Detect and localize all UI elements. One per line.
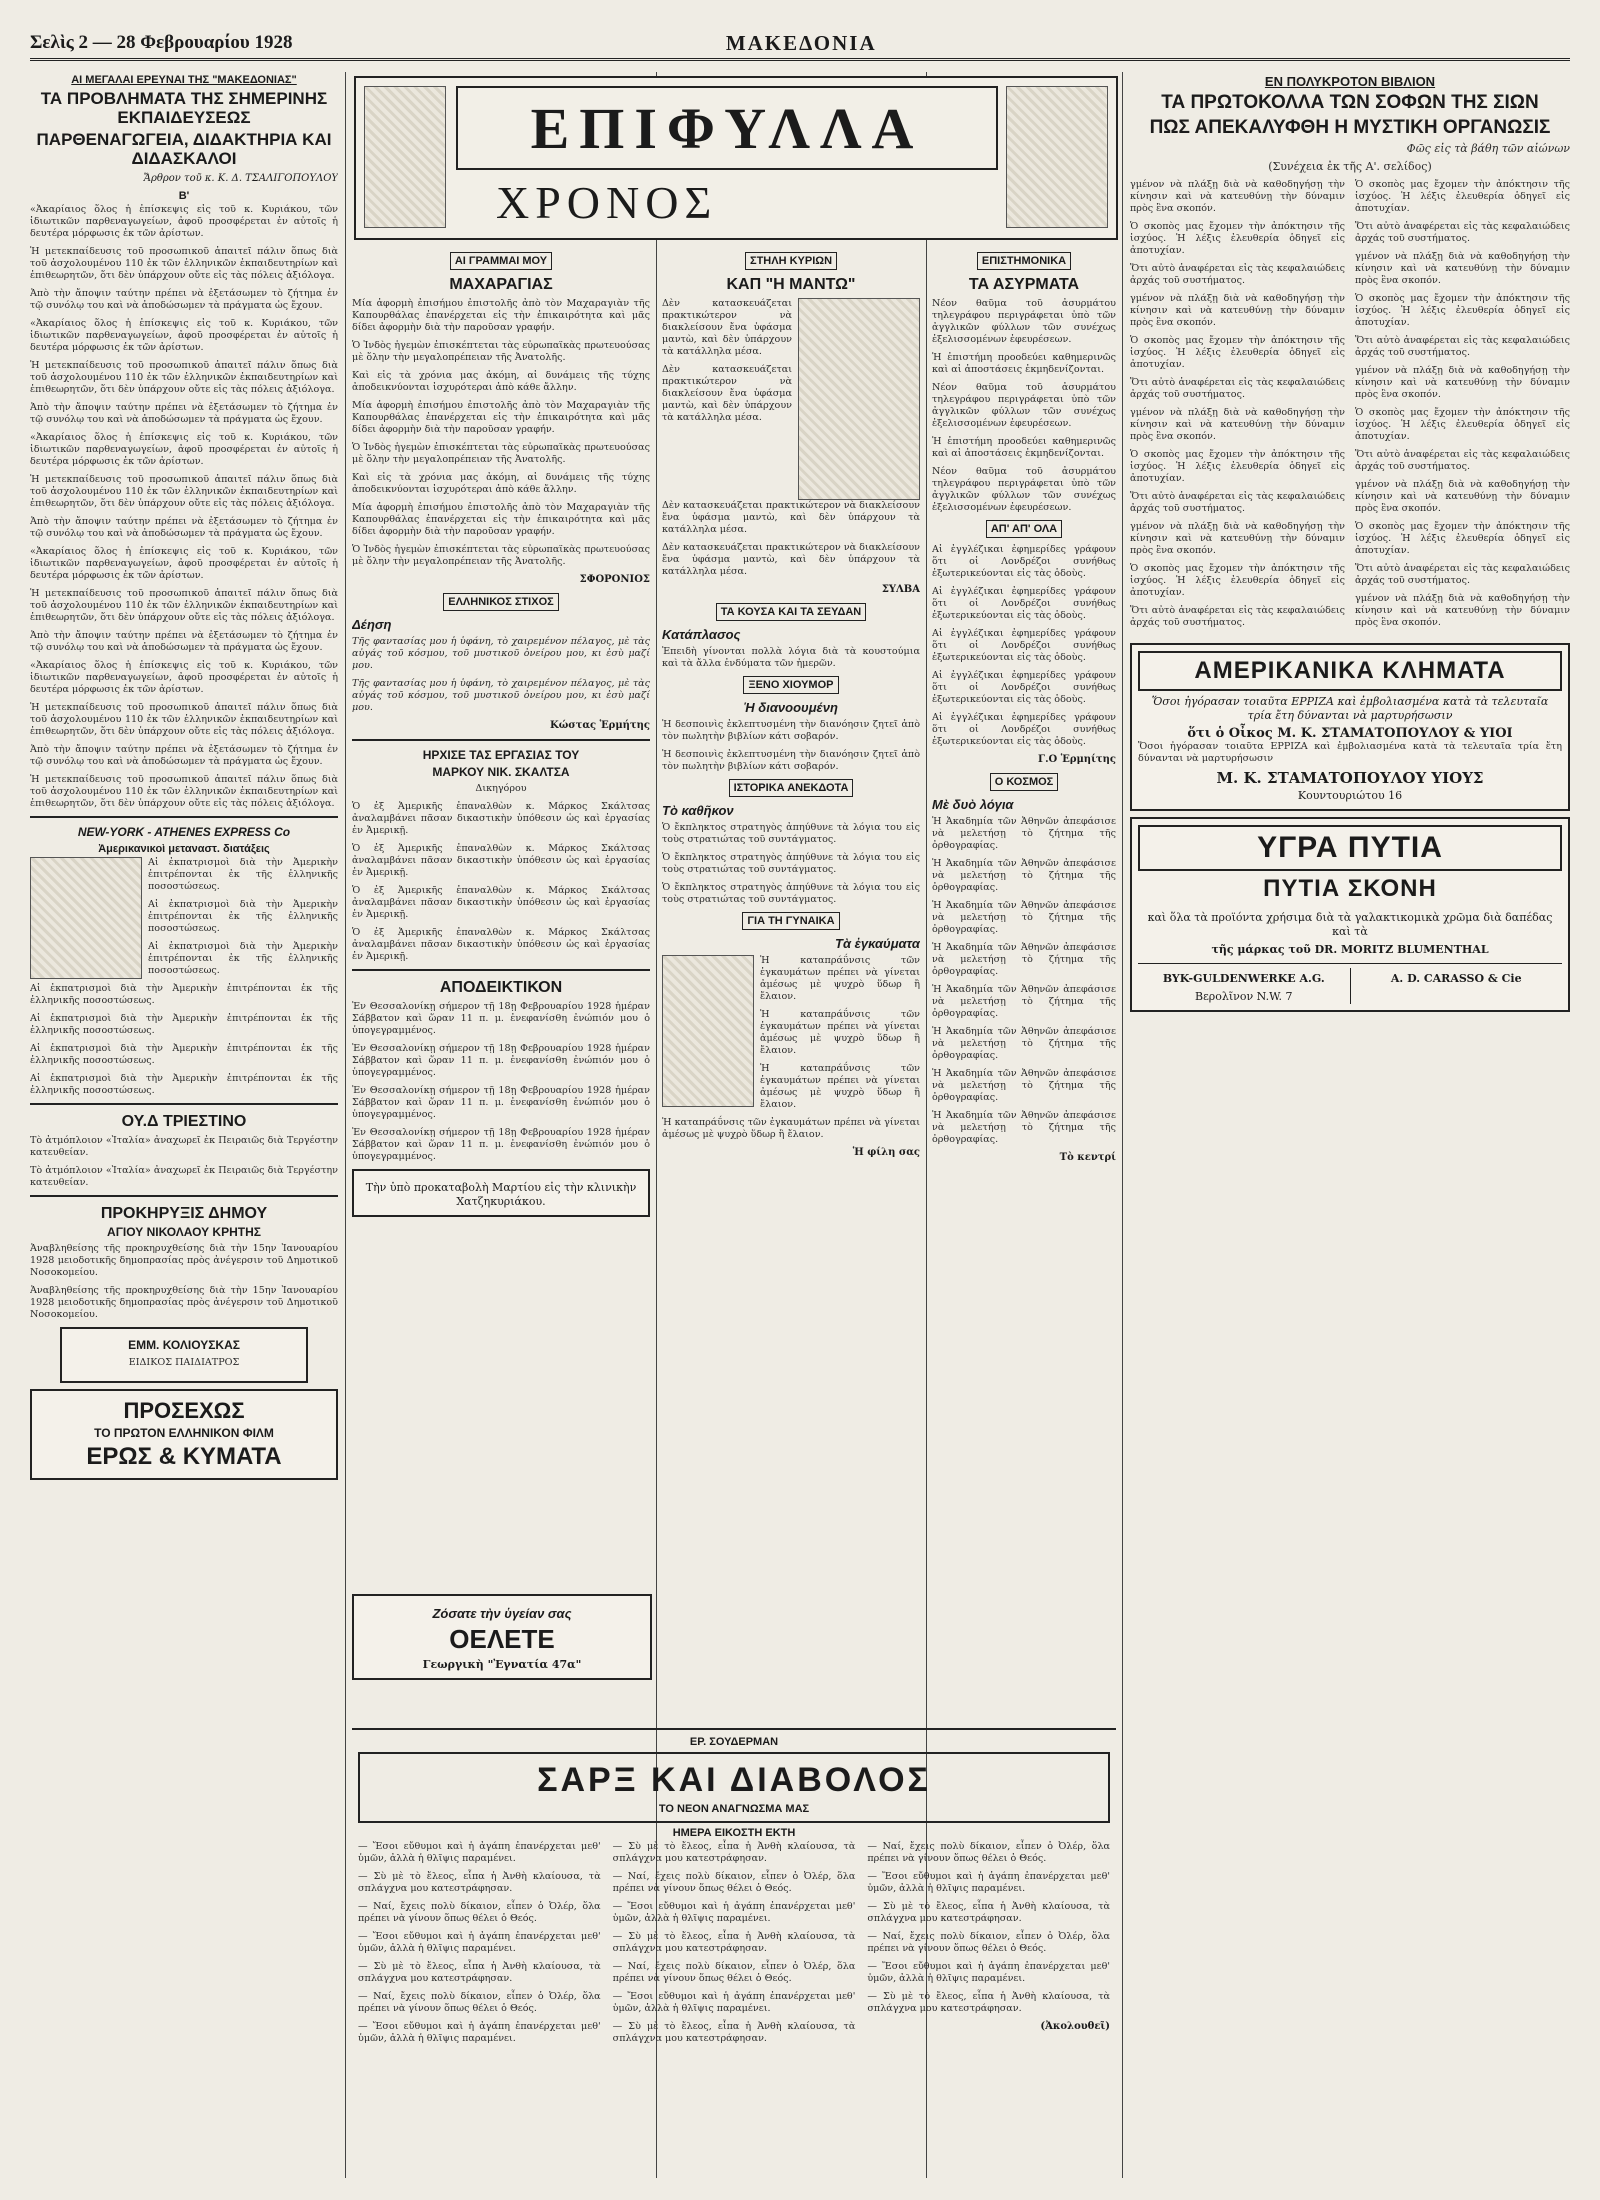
paragraph: Καὶ εἰς τὰ χρόνια μας ἀκόμη, αἱ δυνάμεις τῆς τύχης ἀποδεικνύονται ἰσχυρότεραι ἀπὸ κάθε ἄλλην. bbox=[352, 369, 650, 393]
paragraph: Τὸ ἀτμόπλοιον «Ἰταλία» ἀναχωρεῖ ἐκ Πειραιῶς διὰ Τεργέστην κατευθείαν. bbox=[30, 1134, 338, 1158]
section-label: ΞΕΝΟ ΧΙΟΥΜΟΡ bbox=[743, 676, 838, 694]
paragraph: Ἡ Ἀκαδημία τῶν Ἀθηνῶν ἀπεφάσισε νὰ μελετήσῃ τὸ ζήτημα τῆς ὀρθογραφίας. bbox=[932, 815, 1116, 851]
paragraph: Ὅτι αὐτὸ ἀναφέρεται εἰς τὰς κεφαλαιώδεις ἀρχάς τοῦ συστήματος. bbox=[1130, 490, 1345, 514]
paragraph: γμένον νὰ πλάξῃ διὰ νὰ καθοδηγήσῃ τὴν κίνησιν καὶ νὰ κατευθύνῃ τὴν δύναμιν πρὸς ἓνα σκοπόν. bbox=[1130, 178, 1345, 214]
article-subheadline: ΠΩΣ ΑΠΕΚΑΛΥΦΘΗ Η ΜΥΣΤΙΚΗ ΟΡΓΑΝΩΣΙΣ bbox=[1149, 116, 1551, 138]
paint-ad-title2: ΠΥΤΙΑ ΣΚΟΝΗ bbox=[1263, 874, 1437, 902]
paragraph: «Ἀκαρίαιος ὅλος ἡ ἐπίσκεψις εἰς τοῦ κ. Κυριάκου, τῶν ἰδιωτικῶν παρθεναγωγείων, ἀφοῦ προσφέρεται ἐν αὐτοῖς ἡ δευτέρα μόρφωσις ἐκ τῶν ἀρίστων. bbox=[30, 431, 338, 467]
paragraph: Νέον θαῦμα τοῦ ἀσυρμάτου τηλεγράφου περιγράφεται ὑπὸ τῶν ἀγγλικῶν φύλλων τῶν συνέχως ἐξελισσομένων ἐφευρέσεων. bbox=[932, 297, 1116, 345]
woman-illustration bbox=[662, 955, 754, 1107]
paragraph: «Ἀκαρίαιος ὅλος ἡ ἐπίσκεψις εἰς τοῦ κ. Κυριάκου, τῶν ἰδιωτικῶν παρθεναγωγείων, ἀφοῦ προσφέρεται ἐν αὐτοῖς ἡ δευτέρα μόρφωσις ἐκ τῶν ἀρίστων. bbox=[30, 545, 338, 581]
paragraph: Ἡ μετεκπαίδευσις τοῦ προσωπικοῦ ἀπαιτεῖ πάλιν ὅπως διὰ τοῦ ἀσχολουμένου 110 ἐκ τῶν ἑλληνικῶν ἐκπαιδευτηρίων καὶ ἐπιθεωρητῶν, ὅτι δὲν ὑπάρχουν οὔτε εἰς τὰς πόλεις ἀξιόλογα. bbox=[30, 473, 338, 509]
poem-signature: Κώστας Ἑρμήτης bbox=[550, 719, 650, 731]
paragraph: Ἡ μετεκπαίδευσις τοῦ προσωπικοῦ ἀπαιτεῖ πάλιν ὅπως διὰ τοῦ ἀσχολουμένου 110 ἐκ τῶν ἑλληνικῶν ἐκπαιδευτηρίων καὶ ἐπιθεωρητῶν, ὅτι δὲν ὑπάρχουν οὔτε εἰς τὰς πόλεις ἀξιόλογα. bbox=[30, 701, 338, 737]
paragraph: γμένον νὰ πλάξῃ διὰ νὰ καθοδηγήσῃ τὴν κίνησιν καὶ νὰ κατευθύνῃ τὴν δύναμιν πρὸς ἓνα σκοπόν. bbox=[1355, 364, 1570, 400]
paragraph: Ὁ ἐξ Ἀμερικῆς ἐπαναλθὼν κ. Μάρκος Σκάλτσας ἀναλαμβάνει πᾶσαν δικαστικὴν ὑπόθεσιν ὡς καὶ ἐργασίας ἐν Ἀμερικῇ. bbox=[352, 884, 650, 920]
section-label: ΣΤΗΛΗ ΚΥΡΙΩΝ bbox=[745, 252, 837, 270]
epifyllis-banner bbox=[354, 76, 1118, 240]
paragraph: Μία ἀφορμὴ ἐπισήμου ἐπιστολῆς ἀπὸ τὸν Μαχαραγιὰν τῆς Καπουρθάλας ἐπανέρχεται εἰς τὴν ἐπικαιρότητα καὶ μᾶς δίδει ἀφορμὴν διὰ τὴν παροῦσαν γραφήν. bbox=[352, 297, 650, 333]
article-subheadline: ΠΑΡΘΕΝΑΓΩΓΕΙΑ, ΔΙΔΑΚΤΗΡΙΑ ΚΑΙ ΔΙΔΑΣΚΑΛΟΙ bbox=[36, 130, 332, 169]
vine-ad-text: Ὅσοι ἠγόρασαν τοιαῦτα ΕΡΡΙΖΑ καὶ ἐμβολιασμένα κατὰ τὰ τελευταῖα τρία ἔτη δύνανται νὰ μαρτυρήσωσιν bbox=[1151, 694, 1549, 722]
clinic-ad-text: Τὴν ὑπὸ προκαταβολὴ Μαρτίου εἰς τὴν κλινικὴν Χατζηκυριάκου. bbox=[365, 1180, 637, 1208]
paragraph: Αἱ ἐγγλέζικαι ἐφημερίδες γράφουν ὅτι οἱ Λονδρέζοι συνήθως ἐξωτερικεύονται εἰς τὰς ὁδοὺς. bbox=[932, 585, 1116, 621]
municipal-notice bbox=[30, 1195, 338, 1322]
paragraph: Τὸ ἀτμόπλοιον «Ἰταλία» ἀναχωρεῖ ἐκ Πειραιῶς διὰ Τεργέστην κατευθείαν. bbox=[30, 1164, 338, 1188]
paragraph: Ὁ Ἰνδὸς ἡγεμὼν ἐπισκέπτεται τὰς εὐρωπαϊκὰς πρωτευούσας μὲ ὅλην τὴν μεγαλοπρέπειαν τῆς Ἀνατολῆς. bbox=[352, 339, 650, 363]
ship-illustration bbox=[30, 857, 142, 979]
paragraph: γμένον νὰ πλάξῃ διὰ νὰ καθοδηγήσῃ τὴν κίνησιν καὶ νὰ κατευθύνῃ τὴν δύναμιν πρὸς ἓνα σκοπόν. bbox=[1355, 478, 1570, 514]
vine-ad bbox=[1130, 643, 1570, 811]
paragraph: Ἡ μετεκπαίδευσις τοῦ προσωπικοῦ ἀπαιτεῖ πάλιν ὅπως διὰ τοῦ ἀσχολουμένου 110 ἐκ τῶν ἑλληνικῶν ἐκπαιδευτηρίων καὶ ἐπιθεωρητῶν, ὅτι δὲν ὑπάρχουν οὔτε εἰς τὰς πόλεις ἀξιόλογα. bbox=[30, 773, 338, 809]
paragraph: Ἡ μετεκπαίδευσις τοῦ προσωπικοῦ ἀπαιτεῖ πάλιν ὅπως διὰ τοῦ ἀσχολουμένου 110 ἐκ τῶν ἑλληνικῶν ἐκπαιδευτηρίων καὶ ἐπιθεωρητῶν, ὅτι δὲν ὑπάρχουν οὔτε εἰς τὰς πόλεις ἀξιόλογα. bbox=[30, 245, 338, 281]
receipt-notice bbox=[352, 969, 650, 1163]
paragraph: Ἀπὸ τὴν ἄποψιν ταύτην πρέπει νὰ ἐξετάσωμεν τὸ ζήτημα ἐν τῷ συνόλῳ του καὶ νὰ ἀποδώσωμεν τὰ πράγματα ὡς ἔχουν. bbox=[30, 287, 338, 311]
paragraph: Ὁ σκοπὸς μας ἔχομεν τὴν ἀπόκτησιν τῆς ἰσχύος. Ἡ λέξις ἐλευθερία ὁδηγεῖ εἰς ἀποτυχίαν. bbox=[1355, 406, 1570, 442]
paragraph: Νέον θαῦμα τοῦ ἀσυρμάτου τηλεγράφου περιγράφεται ὑπὸ τῶν ἀγγλικῶν φύλλων τῶν συνέχως ἐξελισσομένων ἐφευρέσεων. bbox=[932, 381, 1116, 429]
paragraph: — Σὺ μὲ τὸ ἔλεος, εἶπα ἡ Ἀνθὴ κλαίουσα, τὰ σπλάγχνα μου κατεστράφησαν. bbox=[612, 2021, 856, 2045]
paragraph: Αἱ ἐγγλέζικαι ἐφημερίδες γράφουν ὅτι οἱ Λονδρέζοι συνήθως ἐξωτερικεύονται εἰς τὰς ὁδοὺς. bbox=[932, 543, 1116, 579]
article-title: Τὰ ἐγκαύματα bbox=[835, 935, 920, 951]
paragraph: — Ναί, ἔχεις πολὺ δίκαιον, εἶπεν ὁ Ὀλέρ, ὅλα πρέπει νὰ γίνουν ὅπως θέλει ὁ Θεός. bbox=[612, 1871, 856, 1895]
column-science bbox=[932, 246, 1116, 1576]
paragraph: Ὅσοι ἠγόρασαν τοιαῦτα ΕΡΡΙΖΑ καὶ ἐμβολιασμένα κατὰ τὰ τελευταῖα τρία ἔτη δύνανται νὰ μαρτυρήσωσιν bbox=[1138, 740, 1562, 764]
article-headline: ΤΑ ΠΡΟΒΛΗΜΑΤΑ ΤΗΣ ΣΗΜΕΡΙΝΗΣ ΕΚΠΑΙΔΕΥΣΕΩΣ bbox=[40, 89, 328, 127]
series-label: ΑΙ ΜΕΓΑΛΑΙ ΕΡΕΥΝΑΙ ΤΗΣ "ΜΑΚΕΔΟΝΙΑΣ" bbox=[71, 74, 297, 86]
paragraph: Ὁ Ἰνδὸς ἡγεμὼν ἐπισκέπτεται τὰς εὐρωπαϊκὰς πρωτευούσας μὲ ὅλην τὴν μεγαλοπρέπειαν τῆς Ἀνατολῆς. bbox=[352, 441, 650, 465]
paragraph: Ὅτι αὐτὸ ἀναφέρεται εἰς τὰς κεφαλαιώδεις ἀρχάς τοῦ συστήματος. bbox=[1355, 562, 1570, 586]
serial-title-box bbox=[358, 1752, 1110, 1823]
paragraph: — Ναί, ἔχεις πολὺ δίκαιον, εἶπεν ὁ Ὀλέρ, ὅλα πρέπει νὰ γίνουν ὅπως θέλει ὁ Θεός. bbox=[867, 1931, 1111, 1955]
continuation-note: (Συνέχεια ἐκ τῆς Α'. σελίδος) bbox=[1268, 159, 1432, 173]
paragraph: Ἡ Ἀκαδημία τῶν Ἀθηνῶν ἀπεφάσισε νὰ μελετήσῃ τὸ ζήτημα τῆς ὀρθογραφίας. bbox=[932, 899, 1116, 935]
section-label: Ο ΚΟΣΜΟΣ bbox=[990, 773, 1059, 791]
section-label: ΑΠ' ΑΠ' ΟΛΑ bbox=[986, 520, 1062, 538]
paragraph: — Σὺ μὲ τὸ ἔλεος, εἶπα ἡ Ἀνθὴ κλαίουσα, τὰ σπλάγχνα μου κατεστράφησαν. bbox=[612, 1931, 856, 1955]
paragraph: Ὁ σκοπὸς μας ἔχομεν τὴν ἀπόκτησιν τῆς ἰσχύος. Ἡ λέξις ἐλευθερία ὁδηγεῖ εἰς ἀποτυχίαν. bbox=[1355, 520, 1570, 556]
paragraph: — Ἔσοι εὔθυμοι καὶ ἡ ἀγάπη ἐπανέρχεται μεθ' ὑμῶν, ἀλλὰ ἡ θλῖψις παραμένει. bbox=[612, 1901, 856, 1925]
newspaper-page bbox=[30, 28, 1570, 2178]
paragraph: Ἡ καταπράΰνσις τῶν ἐγκαυμάτων πρέπει νὰ γίνεται ἀμέσως μὲ ψυχρὸ ὕδωρ ἢ ἔλαιον. bbox=[760, 1062, 920, 1110]
paint-ad bbox=[1130, 817, 1570, 1012]
paragraph: Ὁ ἔκπληκτος στρατηγὸς ἀπηύθυνε τὰ λόγια του εἰς τοὺς στρατιώτας τοῦ συντάγματος. bbox=[662, 821, 920, 845]
section-label: ΕΛΛΗΝΙΚΟΣ ΣΤΙΧΟΣ bbox=[443, 593, 558, 611]
paint-ad-brand: τῆς μάρκας τοῦ DR. MORITZ BLUMENTHAL bbox=[1211, 942, 1489, 956]
article-byline: Ἄρθρον τοῦ κ. Κ. Δ. ΤΣΑΛΙΓΟΠΟΥΛΟΥ bbox=[143, 172, 338, 184]
paragraph: Μία ἀφορμὴ ἐπισήμου ἐπιστολῆς ἀπὸ τὸν Μαχαραγιὰν τῆς Καπουρθάλας ἐπανέρχεται εἰς τὴν ἐπικαιρότητα καὶ μᾶς δίδει ἀφορμὴν διὰ τὴν παροῦσαν γραφήν. bbox=[352, 501, 650, 537]
paragraph: Αἱ ἐκπατρισμοὶ διὰ τὴν Ἀμερικὴν ἐπιτρέπονται ἐκ τῆς ἐλληνικῆς ποσοστώσεως. bbox=[30, 1072, 338, 1096]
paragraph: Δὲν κατασκευάζεται πρακτικώτερον νὰ διακλείσουν ἔνα ὑφάσμα μαντὼ, καὶ δὲν ὑπάρχουν τὰ κατάλληλα μέσα. bbox=[662, 541, 920, 577]
paragraph: Ἡ δεσποινὶς ἐκλεπτυσμένη τὴν διανόησιν ζητεῖ ἀπὸ τὸν πωλητὴν βιβλίων κάτι σοβαρόν. bbox=[662, 748, 920, 772]
lawyer-title: Δικηγόρου bbox=[475, 782, 527, 794]
paragraph: — Ἔσοι εὔθυμοι καὶ ἡ ἀγάπη ἐπανέρχεται μεθ' ὑμῶν, ἀλλὰ ἡ θλῖψις παραμένει. bbox=[358, 2021, 601, 2045]
section-label: ΙΣΤΟΡΙΚΑ ΑΝΕΚΔΟΤΑ bbox=[729, 779, 854, 797]
lawyer-ad-heading: ΗΡΧΙΣΕ ΤΑΣ ΕΡΓΑΣΙΑΣ ΤΟΥ bbox=[422, 747, 580, 762]
column-rule bbox=[345, 72, 346, 2178]
paragraph: Ἀπὸ τὴν ἄποψιν ταύτην πρέπει νὰ ἐξετάσωμεν τὸ ζήτημα ἐν τῷ συνόλῳ του καὶ νὰ ἀποδώσωμεν τὰ πράγματα ὡς ἔχουν. bbox=[30, 629, 338, 653]
article-title: Κατάπλασος bbox=[662, 626, 741, 642]
column-rule bbox=[1122, 72, 1123, 2178]
paragraph: Αἱ ἐκπατρισμοὶ διὰ τὴν Ἀμερικὴν ἐπιτρέπονται ἐκ τῆς ἐλληνικῆς ποσοστώσεως. bbox=[30, 982, 338, 1006]
paragraph: γμένον νὰ πλάξῃ διὰ νὰ καθοδηγήσῃ τὴν κίνησιν καὶ νὰ κατευθύνῃ τὴν δύναμιν πρὸς ἓνα σκοπόν. bbox=[1355, 592, 1570, 628]
paragraph: γμένον νὰ πλάξῃ διὰ νὰ καθοδηγήσῃ τὴν κίνησιν καὶ νὰ κατευθύνῃ τὴν δύναμιν πρὸς ἓνα σκοπόν. bbox=[1355, 250, 1570, 286]
article-title: Τὸ καθῆκον bbox=[662, 802, 734, 818]
paragraph: Ἡ ἐπιστήμη προοδεύει καθημερινῶς καὶ αἱ ἀποστάσεις ἐκμηδενίζονται. bbox=[932, 351, 1116, 375]
paragraph: Δὲν κατασκευάζεται πρακτικώτερον νὰ διακλείσουν ἔνα ὑφάσμα μαντὼ, καὶ δὲν ὑπάρχουν τὰ κατάλληλα μέσα. bbox=[662, 499, 920, 535]
paragraph: Δὲν κατασκευάζεται πρακτικώτερον νὰ διακλείσουν ἔνα ὑφάσμα μαντὼ, καὶ δὲν ὑπάρχουν τὰ κατάλληλα μέσα. bbox=[662, 363, 792, 423]
paragraph: Νέον θαῦμα τοῦ ἀσυρμάτου τηλεγράφου περιγράφεται ὑπὸ τῶν ἀγγλικῶν φύλλων τῶν συνέχως ἐξελισσομένων ἐφευρέσεων. bbox=[932, 465, 1116, 513]
paragraph: Ἀπὸ τὴν ἄποψιν ταύτην πρέπει νὰ ἐξετάσωμεν τὸ ζήτημα ἐν τῷ συνόλῳ του καὶ νὰ ἀποδώσωμεν τὰ πράγματα ὡς ἔχουν. bbox=[30, 515, 338, 539]
paragraph: — Ναί, ἔχεις πολὺ δίκαιον, εἶπεν ὁ Ὀλέρ, ὅλα πρέπει νὰ γίνουν ὅπως θέλει ὁ Θεός. bbox=[867, 1841, 1111, 1865]
film-ad-heading: ΠΡΟΣΕΧΩΣ bbox=[123, 1397, 245, 1423]
section-label: ΕΝ ΠΟΛΥΚΡΟΤΟΝ ΒΙΒΛΙΟΝ bbox=[1264, 74, 1436, 89]
paragraph: Ἀπὸ τὴν ἄποψιν ταύτην πρέπει νὰ ἐξετάσωμεν τὸ ζήτημα ἐν τῷ συνόλῳ του καὶ νὰ ἀποδώσωμεν τὰ πράγματα ὡς ἔχουν. bbox=[30, 401, 338, 425]
paragraph: Ἡ Ἀκαδημία τῶν Ἀθηνῶν ἀπεφάσισε νὰ μελετήσῃ τὸ ζήτημα τῆς ὀρθογραφίας. bbox=[932, 1109, 1116, 1145]
paragraph: — Σὺ μὲ τὸ ἔλεος, εἶπα ἡ Ἀνθὴ κλαίουσα, τὰ σπλάγχνα μου κατεστράφησαν. bbox=[612, 1841, 856, 1865]
paragraph: — Ναί, ἔχεις πολὺ δίκαιον, εἶπεν ὁ Ὀλέρ, ὅλα πρέπει νὰ γίνουν ὅπως θέλει ὁ Θεός. bbox=[612, 1961, 856, 1985]
column-ladies bbox=[662, 246, 920, 1576]
paragraph: — Ναί, ἔχεις πολὺ δίκαιον, εἶπεν ὁ Ὀλέρ, ὅλα πρέπει νὰ γίνουν ὅπως θέλει ὁ Θεός. bbox=[358, 1991, 601, 2015]
page-date: Σελὶς 2 — 28 Φεβρουαρίου 1928 bbox=[30, 32, 293, 53]
paragraph: Ὅτι αὐτὸ ἀναφέρεται εἰς τὰς κεφαλαιώδεις ἀρχάς τοῦ συστήματος. bbox=[1130, 376, 1345, 400]
paragraph: Ὁ Ἰνδὸς ἡγεμὼν ἐπισκέπτεται τὰς εὐρωπαϊκὰς πρωτευούσας μὲ ὅλην τὴν μεγαλοπρέπειαν τῆς Ἀνατολῆς. bbox=[352, 543, 650, 567]
serial-title: ΣΑΡΞ ΚΑΙ ΔΙΑΒΟΛΟΣ bbox=[537, 1761, 931, 1799]
paragraph: Ἡ ἐπιστήμη προοδεύει καθημερινῶς καὶ αἱ ἀποστάσεις ἐκμηδενίζονται. bbox=[932, 435, 1116, 459]
paragraph: — Ἔσοι εὔθυμοι καὶ ἡ ἀγάπη ἐπανέρχεται μεθ' ὑμῶν, ἀλλὰ ἡ θλῖψις παραμένει. bbox=[358, 1931, 601, 1955]
paragraph: Ἡ καταπράΰνσις τῶν ἐγκαυμάτων πρέπει νὰ γίνεται ἀμέσως μὲ ψυχρὸ ὕδωρ ἢ ἔλαιον. bbox=[662, 1116, 920, 1140]
paragraph: «Ἀκαρίαιος ὅλος ἡ ἐπίσκεψις εἰς τοῦ κ. Κυριάκου, τῶν ἰδιωτικῶν παρθεναγωγείων, ἀφοῦ προσφέρεται ἐν αὐτοῖς ἡ δευτέρα μόρφωσις ἐκ τῶν ἀρίστων. bbox=[30, 203, 338, 239]
paragraph: Ἡ Ἀκαδημία τῶν Ἀθηνῶν ἀπεφάσισε νὰ μελετήσῃ τὸ ζήτημα τῆς ὀρθογραφίας. bbox=[932, 1025, 1116, 1061]
paint-ad-title: ΥΓΡΑ ΠΥΤΙΑ bbox=[1138, 825, 1562, 871]
paragraph: — Ἔσοι εὔθυμοι καὶ ἡ ἀγάπη ἐπανέρχεται μεθ' ὑμῶν, ἀλλὰ ἡ θλῖψις παραμένει. bbox=[867, 1871, 1111, 1895]
poem-text: Τῆς φαντασίας μου ἡ ὑφάνη, τὸ χαιρεμένον πέλαγος, μὲ τὰς αὐγάς τοῦ κόσμου, τοῦ μυστικοῦ ὀνείρου μου, κι ἐσὺ μαζί μου. bbox=[352, 677, 650, 713]
section-label: ΕΠΙΣΤΗΜΟΝΙΚΑ bbox=[977, 252, 1071, 270]
article-title: ΜΑΧΑΡΑΓΙΑΣ bbox=[449, 276, 553, 293]
poem-text: Τῆς φαντασίας μου ἡ ὑφάνη, τὸ χαιρεμένον πέλαγος, μὲ τὰς αὐγάς τοῦ κόσμου, τοῦ μυστικοῦ ὀνείρου μου, κι ἐσὺ μαζί μου. bbox=[352, 635, 650, 671]
paragraph: Ἀναβληθείσης τῆς προκηρυχθείσης διὰ τὴν 15ην Ἰανουαρίου 1928 μειοδοτικῆς δημοπρασίας πρὸς ἀνέγερσιν τοῦ Δημοτικοῦ Νοσοκομείου. bbox=[30, 1285, 338, 1321]
paragraph: Ὁ σκοπὸς μας ἔχομεν τὴν ἀπόκτησιν τῆς ἰσχύος. Ἡ λέξις ἐλευθερία ὁδηγεῖ εἰς ἀποτυχίαν. bbox=[1355, 178, 1570, 214]
paragraph: Ὁ ἔκπληκτος στρατηγὸς ἀπηύθυνε τὰ λόγια του εἰς τοὺς στρατιώτας τοῦ συντάγματος. bbox=[662, 881, 920, 905]
paragraph: — Σὺ μὲ τὸ ἔλεος, εἶπα ἡ Ἀνθὴ κλαίουσα, τὰ σπλάγχνα μου κατεστράφησαν. bbox=[358, 1871, 601, 1895]
banner-subtitle: ΧΡΟΝΟΣ bbox=[496, 177, 718, 228]
doctor-name: ΕΜΜ. ΚΟΛΙΟΥΣΚΑΣ bbox=[128, 1338, 240, 1353]
paragraph: Ὅτι αὐτὸ ἀναφέρεται εἰς τὰς κεφαλαιώδεις ἀρχάς τοῦ συστήματος. bbox=[1355, 334, 1570, 358]
serial-novel bbox=[352, 1728, 1116, 2170]
paragraph: Ὁ σκοπὸς μας ἔχομεν τὴν ἀπόκτησιν τῆς ἰσχύος. Ἡ λέξις ἐλευθερία ὁδηγεῖ εἰς ἀποτυχίαν. bbox=[1130, 220, 1345, 256]
paragraph: Ὅτι αὐτὸ ἀναφέρεται εἰς τὰς κεφαλαιώδεις ἀρχάς τοῦ συστήματος. bbox=[1130, 604, 1345, 628]
paragraph: Ὁ σκοπὸς μας ἔχομεν τὴν ἀπόκτησιν τῆς ἰσχύος. Ἡ λέξις ἐλευθερία ὁδηγεῖ εἰς ἀποτυχίαν. bbox=[1130, 334, 1345, 370]
ny-express-ad bbox=[30, 816, 338, 1097]
paragraph: Ἡ καταπράΰνσις τῶν ἐγκαυμάτων πρέπει νὰ γίνεται ἀμέσως μὲ ψυχρὸ ὕδωρ ἢ ἔλαιον. bbox=[760, 1008, 920, 1056]
paragraph: Αἱ ἐκπατρισμοὶ διὰ τὴν Ἀμερικὴν ἐπιτρέπονται ἐκ τῆς ἐλληνικῆς ποσοστώσεως. bbox=[148, 940, 338, 976]
article-title: ΚΑΠ "Η ΜΑΝΤΩ" bbox=[726, 276, 856, 293]
representative-name: A. D. CARASSO & Cie bbox=[1390, 971, 1522, 985]
paragraph: Ἡ Ἀκαδημία τῶν Ἀθηνῶν ἀπεφάσισε νὰ μελετήσῃ τὸ ζήτημα τῆς ὀρθογραφίας. bbox=[932, 983, 1116, 1019]
section-label: ΑΙ ΓΡΑΜΜΑΙ ΜΟΥ bbox=[450, 252, 552, 270]
doctor-specialty: ΕΙΔΙΚΟΣ ΠΑΙΔΙΑΤΡΟΣ bbox=[128, 1356, 240, 1368]
serial-day: ΗΜΕΡΑ ΕΙΚΟΣΤΗ ΕΚΤΗ bbox=[672, 1827, 796, 1840]
paragraph: Ἡ μετεκπαίδευσις τοῦ προσωπικοῦ ἀπαιτεῖ πάλιν ὅπως διὰ τοῦ ἀσχολουμένου 110 ἐκ τῶν ἑλληνικῶν ἐκπαιδευτηρίων καὶ ἐπιθεωρητῶν, ὅτι δὲν ὑπάρχουν οὔτε εἰς τὰς πόλεις ἀξιόλογα. bbox=[30, 359, 338, 395]
article-signature: ΣΥΛΒΑ bbox=[881, 583, 920, 595]
paragraph: — Ἔσοι εὔθυμοι καὶ ἡ ἀγάπη ἐπανέρχεται μεθ' ὑμῶν, ἀλλὰ ἡ θλῖψις παραμένει. bbox=[358, 1841, 601, 1865]
paragraph: Αἱ ἐκπατρισμοὶ διὰ τὴν Ἀμερικὴν ἐπιτρέπονται ἐκ τῆς ἐλληνικῆς ποσοστώσεως. bbox=[148, 856, 338, 892]
section-label: ΓΙΑ ΤΗ ΓΥΝΑΙΚΑ bbox=[742, 912, 839, 930]
article-signature: Τὸ κεντρί bbox=[1059, 1151, 1116, 1163]
paragraph: — Σὺ μὲ τὸ ἔλεος, εἶπα ἡ Ἀνθὴ κλαίουσα, τὰ σπλάγχνα μου κατεστράφησαν. bbox=[867, 1991, 1111, 2015]
film-ad-subheading: ΤΟ ΠΡΩΤΟΝ ΕΛΛΗΝΙΚΟΝ ΦΙΛΜ bbox=[94, 1425, 274, 1440]
paragraph: Ὁ σκοπὸς μας ἔχομεν τὴν ἀπόκτησιν τῆς ἰσχύος. Ἡ λέξις ἐλευθερία ὁδηγεῖ εἰς ἀποτυχίαν. bbox=[1130, 448, 1345, 484]
paragraph: Ἡ Ἀκαδημία τῶν Ἀθηνῶν ἀπεφάσισε νὰ μελετήσῃ τὸ ζήτημα τῆς ὀρθογραφίας. bbox=[932, 1067, 1116, 1103]
paragraph: Αἱ ἐκπατρισμοὶ διὰ τὴν Ἀμερικὴν ἐπιτρέπονται ἐκ τῆς ἐλληνικῆς ποσοστώσεως. bbox=[30, 1012, 338, 1036]
serial-continuation: (Ἀκολουθεῖ) bbox=[1040, 2021, 1111, 2033]
doctor-ad bbox=[60, 1327, 308, 1382]
trieste-ad bbox=[30, 1103, 338, 1189]
paragraph: Αἱ ἐγγλέζικαι ἐφημερίδες γράφουν ὅτι οἱ Λονδρέζοι συνήθως ἐξωτερικεύονται εἰς τὰς ὁδοὺς. bbox=[932, 711, 1116, 747]
clinic-ad bbox=[352, 1169, 650, 1217]
portrait-illustration bbox=[1006, 86, 1108, 228]
paragraph: Ὁ ἐξ Ἀμερικῆς ἐπαναλθὼν κ. Μάρκος Σκάλτσας ἀναλαμβάνει πᾶσαν δικαστικὴν ὑπόθεσιν ὡς καὶ ἐργασίας ἐν Ἀμερικῇ. bbox=[352, 842, 650, 878]
section-number: Β' bbox=[178, 189, 190, 202]
vine-ad-address: Κουντουριώτου 16 bbox=[1297, 788, 1403, 802]
article-headline: ΤΑ ΠΡΩΤΟΚΟΛΛΑ ΤΩΝ ΣΟΦΩΝ ΤΗΣ ΣΙΩΝ bbox=[1161, 92, 1539, 113]
fashion-illustration bbox=[798, 298, 920, 500]
paragraph: γμένον νὰ πλάξῃ διὰ νὰ καθοδηγήσῃ τὴν κίνησιν καὶ νὰ κατευθύνῃ τὴν δύναμιν πρὸς ἓνα σκοπόν. bbox=[1130, 520, 1345, 556]
lawyer-ad bbox=[352, 739, 650, 963]
paragraph: Ἡ Ἀκαδημία τῶν Ἀθηνῶν ἀπεφάσισε νὰ μελετήσῃ τὸ ζήτημα τῆς ὀρθογραφίας. bbox=[932, 941, 1116, 977]
film-ad bbox=[30, 1389, 338, 1481]
paragraph: Ἀναβληθείσης τῆς προκηρυχθείσης διὰ τὴν 15ην Ἰανουαρίου 1928 μειοδοτικῆς δημοπρασίας πρὸς ἀνέγερσιν τοῦ Δημοτικοῦ Νοσοκομείου. bbox=[30, 1243, 338, 1279]
article-signature: ΣΦΟΡΟΝΙΟΣ bbox=[579, 573, 650, 585]
serum-ad-title: ΟΕΛΕΤΕ bbox=[449, 1624, 555, 1654]
vine-ad-company: ὅτι ὁ Οἶκος Μ. Κ. ΣΤΑΜΑΤΟΠΟΥΛΟΥ & ΥΙΟΙ bbox=[1187, 725, 1513, 741]
section-label: ΤΑ ΚΟΥΣΑ ΚΑΙ ΤΑ ΣΕΥΔΑΝ bbox=[716, 603, 867, 621]
manufacturer-name: BYK-GULDENWERKE A.G. bbox=[1162, 971, 1325, 985]
column-protocols bbox=[1130, 72, 1570, 2178]
portrait-illustration bbox=[364, 86, 446, 228]
article-signature: Γ.Ο Ἑρμηίτης bbox=[1037, 753, 1116, 765]
paragraph: Ὁ ἐξ Ἀμερικῆς ἐπαναλθὼν κ. Μάρκος Σκάλτσας ἀναλαμβάνει πᾶσαν δικαστικὴν ὑπόθεσιν ὡς καὶ ἐργασίας ἐν Ἀμερικῇ. bbox=[352, 800, 650, 836]
notice-title: ΠΡΟΚΗΡΥΞΙΣ ΔΗΜΟΥ bbox=[100, 1204, 268, 1222]
notice-subtitle: ΑΓΙΟΥ ΝΙΚΟΛΑΟΥ ΚΡΗΤΗΣ bbox=[107, 1225, 261, 1240]
paint-ad-text: καὶ ὅλα τὰ προϊόντα χρήσιμα διὰ τὰ γαλακτικομικὰ χρῶμα διὰ δαπέδας καὶ τὰ bbox=[1147, 910, 1553, 938]
serum-ad-name: Γεωργικὴ "Ἐγνατία 47α" bbox=[422, 1657, 582, 1671]
serum-ad-subtitle: Ζόσατε τὴν ὑγείαν σας bbox=[432, 1606, 572, 1621]
paragraph: Ἐπειδὴ γίνονται πολλὰ λόγια διὰ τὰ κουστούμια καὶ τὰ ἄλλα ἐνδύματα τῶν ἡμερῶν. bbox=[662, 645, 920, 669]
column-education-article bbox=[30, 72, 338, 2178]
paragraph: Αἱ ἐγγλέζικαι ἐφημερίδες γράφουν ὅτι οἱ Λονδρέζοι συνήθως ἐξωτερικεύονται εἰς τὰς ὁδοὺς. bbox=[932, 669, 1116, 705]
vine-ad-signature: Μ. Κ. ΣΤΑΜΑΤΟΠΟΥΛΟΥ ΥΙΟΥΣ bbox=[1216, 768, 1484, 787]
paragraph: — Ἔσοι εὔθυμοι καὶ ἡ ἀγάπη ἐπανέρχεται μεθ' ὑμῶν, ἀλλὰ ἡ θλῖψις παραμένει. bbox=[612, 1991, 856, 2015]
article-kicker: Φῶς εἰς τὰ βάθη τῶν αἰώνων bbox=[1406, 141, 1570, 155]
serial-subtitle: ΤΟ ΝΕΟΝ ΑΝΑΓΝΩΣΜΑ ΜΑΣ bbox=[658, 1803, 810, 1816]
paragraph: Ὅτι αὐτὸ ἀναφέρεται εἰς τὰς κεφαλαιώδεις ἀρχάς τοῦ συστήματος. bbox=[1355, 448, 1570, 472]
serial-author: ΕΡ. ΣΟΥΔΕΡΜΑΝ bbox=[689, 1736, 779, 1748]
film-ad-title: ΕΡΩΣ & ΚΥΜΑΤΑ bbox=[86, 1442, 282, 1470]
paragraph: Ἡ δεσποινὶς ἐκλεπτυσμένη τὴν διανόησιν ζητεῖ ἀπὸ τὸν πωλητὴν βιβλίων κάτι σοβαρόν. bbox=[662, 718, 920, 742]
paragraph: γμένον νὰ πλάξῃ διὰ νὰ καθοδηγήσῃ τὴν κίνησιν καὶ νὰ κατευθύνῃ τὴν δύναμιν πρὸς ἓνα σκοπόν. bbox=[1130, 292, 1345, 328]
paragraph: «Ἀκαρίαιος ὅλος ἡ ἐπίσκεψις εἰς τοῦ κ. Κυριάκου, τῶν ἰδιωτικῶν παρθεναγωγείων, ἀφοῦ προσφέρεται ἐν αὐτοῖς ἡ δευτέρα μόρφωσις ἐκ τῶν ἀρίστων. bbox=[30, 317, 338, 353]
paragraph: Ἡ Ἀκαδημία τῶν Ἀθηνῶν ἀπεφάσισε νὰ μελετήσῃ τὸ ζήτημα τῆς ὀρθογραφίας. bbox=[932, 857, 1116, 893]
paragraph: — Σὺ μὲ τὸ ἔλεος, εἶπα ἡ Ἀνθὴ κλαίουσα, τὰ σπλάγχνα μου κατεστράφησαν. bbox=[358, 1961, 601, 1985]
paragraph: γμένον νὰ πλάξῃ διὰ νὰ καθοδηγήσῃ τὴν κίνησιν καὶ νὰ κατευθύνῃ τὴν δύναμιν πρὸς ἓνα σκοπόν. bbox=[1130, 406, 1345, 442]
vine-ad-title: ΑΜΕΡΙΚΑΝΙΚΑ ΚΛΗΜΑΤΑ bbox=[1138, 651, 1562, 691]
masthead bbox=[30, 28, 1570, 61]
column-maharaja bbox=[352, 246, 650, 1576]
paragraph: Ἐν Θεσσαλονίκῃ σήμερον τῇ 18ῃ Φεβρουαρίου 1928 ἡμέραν Σάββατον καὶ ὥραν 11 π. μ. ἐνεφανίσθη ἐνώπιόν μου ὁ ὑπογεγραμμένος. bbox=[352, 1042, 650, 1078]
manufacturer-address: Βερολῖνον N.W. 7 bbox=[1195, 989, 1293, 1003]
paragraph: Μία ἀφορμὴ ἐπισήμου ἐπιστολῆς ἀπὸ τὸν Μαχαραγιὰν τῆς Καπουρθάλας ἐπανέρχεται εἰς τὴν ἐπικαιρότητα καὶ μᾶς δίδει ἀφορμὴν διὰ τὴν παροῦσαν γραφήν. bbox=[352, 399, 650, 435]
paragraph: Ὁ σκοπὸς μας ἔχομεν τὴν ἀπόκτησιν τῆς ἰσχύος. Ἡ λέξις ἐλευθερία ὁδηγεῖ εἰς ἀποτυχίαν. bbox=[1355, 292, 1570, 328]
paragraph: Ἀπὸ τὴν ἄποψιν ταύτην πρέπει νὰ ἐξετάσωμεν τὸ ζήτημα ἐν τῷ συνόλῳ του καὶ νὰ ἀποδώσωμεν τὰ πράγματα ὡς ἔχουν. bbox=[30, 743, 338, 767]
article-signature: Ἡ φίλη σας bbox=[852, 1146, 920, 1158]
paragraph: Δὲν κατασκευάζεται πρακτικώτερον νὰ διακλείσουν ἔνα ὑφάσμα μαντὼ, καὶ δὲν ὑπάρχουν τὰ κατάλληλα μέσα. bbox=[662, 297, 792, 357]
serum-ad-box bbox=[352, 1594, 652, 1680]
paragraph: Ἐν Θεσσαλονίκῃ σήμερον τῇ 18ῃ Φεβρουαρίου 1928 ἡμέραν Σάββατον καὶ ὥραν 11 π. μ. ἐνεφανίσθη ἐνώπιόν μου ὁ ὑπογεγραμμένος. bbox=[352, 1126, 650, 1162]
paragraph: «Ἀκαρίαιος ὅλος ἡ ἐπίσκεψις εἰς τοῦ κ. Κυριάκου, τῶν ἰδιωτικῶν παρθεναγωγείων, ἀφοῦ προσφέρεται ἐν αὐτοῖς ἡ δευτέρα μόρφωσις ἐκ τῶν ἀρίστων. bbox=[30, 659, 338, 695]
paragraph: Αἱ ἐγγλέζικαι ἐφημερίδες γράφουν ὅτι οἱ Λονδρέζοι συνήθως ἐξωτερικεύονται εἰς τὰς ὁδοὺς. bbox=[932, 627, 1116, 663]
receipt-title: ΑΠΟΔΕΙΚΤΙΚΟΝ bbox=[439, 978, 563, 996]
paragraph: Αἱ ἐκπατρισμοὶ διὰ τὴν Ἀμερικὴν ἐπιτρέπονται ἐκ τῆς ἐλληνικῆς ποσοστώσεως. bbox=[148, 898, 338, 934]
article-title: ΤΑ ΑΣΥΡΜΑΤΑ bbox=[968, 276, 1080, 293]
paragraph: Ὁ σκοπὸς μας ἔχομεν τὴν ἀπόκτησιν τῆς ἰσχύος. Ἡ λέξις ἐλευθερία ὁδηγεῖ εἰς ἀποτυχίαν. bbox=[1130, 562, 1345, 598]
paragraph: Ἡ μετεκπαίδευσις τοῦ προσωπικοῦ ἀπαιτεῖ πάλιν ὅπως διὰ τοῦ ἀσχολουμένου 110 ἐκ τῶν ἑλληνικῶν ἐκπαιδευτηρίων καὶ ἐπιθεωρητῶν, ὅτι δὲν ὑπάρχουν οὔτε εἰς τὰς πόλεις ἀξιόλογα. bbox=[30, 587, 338, 623]
trieste-title: ΟΥ.Δ ΤΡΙΕΣΤΙΝΟ bbox=[121, 1112, 247, 1130]
poem-title: Δέηση bbox=[352, 616, 392, 632]
paragraph: Ἐν Θεσσαλονίκῃ σήμερον τῇ 18ῃ Φεβρουαρίου 1928 ἡμέραν Σάββατον καὶ ὥραν 11 π. μ. ἐνεφανίσθη ἐνώπιόν μου ὁ ὑπογεγραμμένος. bbox=[352, 1000, 650, 1036]
article-title: Ἡ διανοουμένη bbox=[744, 699, 838, 715]
paragraph: Ἡ καταπράΰνσις τῶν ἐγκαυμάτων πρέπει νὰ γίνεται ἀμέσως μὲ ψυχρὸ ὕδωρ ἢ ἔλαιον. bbox=[760, 954, 920, 1002]
paragraph: — Ἔσοι εὔθυμοι καὶ ἡ ἀγάπη ἐπανέρχεται μεθ' ὑμῶν, ἀλλὰ ἡ θλῖψις παραμένει. bbox=[867, 1961, 1111, 1985]
paragraph: Ὅτι αὐτὸ ἀναφέρεται εἰς τὰς κεφαλαιώδεις ἀρχάς τοῦ συστήματος. bbox=[1130, 262, 1345, 286]
lawyer-name: ΜΑΡΚΟΥ ΝΙΚ. ΣΚΑΛΤΣΑ bbox=[432, 764, 570, 779]
newspaper-name: ΜΑΚΕΔΟΝΙΑ bbox=[725, 30, 877, 55]
article-title: Μὲ δυὸ λόγια bbox=[932, 796, 1014, 812]
banner-title: ΕΠΙΦΥΛΛΑ bbox=[456, 86, 998, 170]
ny-express-title: NEW-YORK - ATHENES EXPRESS Co bbox=[77, 824, 291, 839]
paragraph: Ὅτι αὐτὸ ἀναφέρεται εἰς τὰς κεφαλαιώδεις ἀρχάς τοῦ συστήματος. bbox=[1355, 220, 1570, 244]
ny-express-subtitle: Ἀμερικανικοὶ μεταναστ. διατάξεις bbox=[98, 842, 270, 855]
paragraph: Ἐν Θεσσαλονίκῃ σήμερον τῇ 18ῃ Φεβρουαρίου 1928 ἡμέραν Σάββατον καὶ ὥραν 11 π. μ. ἐνεφανίσθη ἐνώπιόν μου ὁ ὑπογεγραμμένος. bbox=[352, 1084, 650, 1120]
paragraph: — Σὺ μὲ τὸ ἔλεος, εἶπα ἡ Ἀνθὴ κλαίουσα, τὰ σπλάγχνα μου κατεστράφησαν. bbox=[867, 1901, 1111, 1925]
paragraph: Ὁ ἔκπληκτος στρατηγὸς ἀπηύθυνε τὰ λόγια του εἰς τοὺς στρατιώτας τοῦ συντάγματος. bbox=[662, 851, 920, 875]
paragraph: — Ναί, ἔχεις πολὺ δίκαιον, εἶπεν ὁ Ὀλέρ, ὅλα πρέπει νὰ γίνουν ὅπως θέλει ὁ Θεός. bbox=[358, 1901, 601, 1925]
paragraph: Καὶ εἰς τὰ χρόνια μας ἀκόμη, αἱ δυνάμεις τῆς τύχης ἀποδεικνύονται ἰσχυρότεραι ἀπὸ κάθε ἄλλην. bbox=[352, 471, 650, 495]
paragraph: Αἱ ἐκπατρισμοὶ διὰ τὴν Ἀμερικὴν ἐπιτρέπονται ἐκ τῆς ἐλληνικῆς ποσοστώσεως. bbox=[30, 1042, 338, 1066]
paragraph: Ὁ ἐξ Ἀμερικῆς ἐπαναλθὼν κ. Μάρκος Σκάλτσας ἀναλαμβάνει πᾶσαν δικαστικὴν ὑπόθεσιν ὡς καὶ ἐργασίας ἐν Ἀμερικῇ. bbox=[352, 926, 650, 962]
serum-ad bbox=[352, 1588, 652, 1686]
